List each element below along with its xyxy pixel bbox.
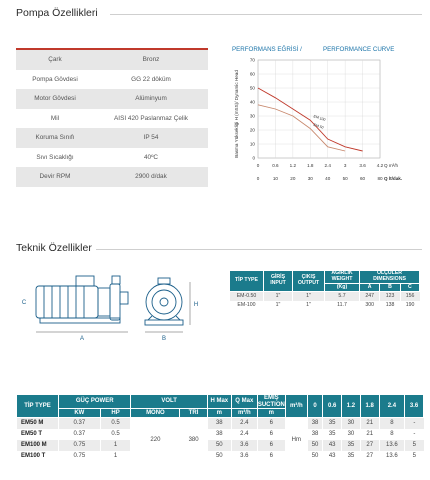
material-row: Pompa Gövdesi GG 22 döküm xyxy=(16,70,208,90)
col-flow-0: 0 xyxy=(307,395,322,418)
y-tick-label: 40 xyxy=(249,99,255,105)
x-tick-label-bottom: 80 xyxy=(377,176,383,181)
x-tick-label-bottom: 30 xyxy=(307,176,313,181)
y-tick-label: 70 xyxy=(249,57,255,63)
material-row: Çark Bronz xyxy=(16,50,208,70)
table-row: EM-0.50 1" 1" 5.7 247 123 156 xyxy=(230,292,420,301)
table-row: EM-100 1" 1" 11.7 300 138 190 xyxy=(230,301,420,310)
dim-h-label: H xyxy=(193,302,199,308)
col-flow-2: 1.2 xyxy=(342,395,361,418)
tech-features-title: Teknik Özellikler xyxy=(16,242,92,254)
x-axis-label-top: Q m³/h xyxy=(384,163,399,168)
material-row: Sıvı Sıcaklığı 40ºC xyxy=(16,148,208,168)
pump-drawing xyxy=(14,268,204,348)
y-tick-label: 60 xyxy=(249,71,255,77)
col-input: GİRİŞ INPUT xyxy=(264,271,293,292)
y-tick-label: 20 xyxy=(249,127,255,133)
col-type: TİP TYPE xyxy=(230,271,264,292)
perf-title-tr: PERFORMANS EĞRİSİ / xyxy=(232,46,302,53)
dimensions-table xyxy=(229,270,420,310)
y-tick-label: 0 xyxy=(252,155,255,161)
materials-table xyxy=(16,48,208,187)
dim-b-label: B xyxy=(161,336,167,342)
col-hp: HP xyxy=(100,409,131,418)
table-row: EM50 M 0.37 0.5 220 380 38 2.4 6 Hm 38 35 30 21 8 - xyxy=(17,418,424,429)
title-divider xyxy=(96,249,422,250)
material-row: Motor Gövdesi Alüminyum xyxy=(16,89,208,109)
material-row: Devir RPM 2900 d/dak xyxy=(16,167,208,187)
col-flow-3: 1.8 xyxy=(360,395,379,418)
col-weight-unit: (Kg) xyxy=(325,284,360,292)
x-tick-label: 3.6 xyxy=(359,163,366,168)
col-tri: TRİ xyxy=(180,409,207,418)
pump-features-title: Pompa Özellikleri xyxy=(16,7,98,19)
x-tick-label-bottom: 50 xyxy=(342,176,348,181)
dim-a-label: A xyxy=(79,336,85,342)
col-kw: KW xyxy=(59,409,101,418)
spec-table xyxy=(16,394,424,462)
x-tick-label-bottom: 60 xyxy=(360,176,366,181)
x-tick-label-bottom: 10 xyxy=(272,176,278,181)
table-row: EM50 T 0.37 0.5 38 2.4 6 38 35 30 21 8 - xyxy=(17,429,424,440)
x-tick-label-bottom: 0 xyxy=(256,176,260,181)
col-flow-1: 0.6 xyxy=(323,395,342,418)
series-label: EM 50 xyxy=(312,122,325,130)
material-row: Mil AISI 420 Paslanmaz Çelik xyxy=(16,109,208,129)
hm-label: Hm xyxy=(285,418,307,462)
material-row: Koruma Sınıfı IP 54 xyxy=(16,128,208,148)
table-row: EM100 M 0.75 1 50 3.6 6 50 43 35 27 13.6 5 xyxy=(17,440,424,451)
y-tick-label: 30 xyxy=(249,113,255,119)
series-label: EM 100 xyxy=(312,114,326,122)
x-tick-label-bottom: 20 xyxy=(290,176,296,181)
col-s-unit: m xyxy=(257,409,285,418)
col-flow-unit: m³/h xyxy=(285,395,307,418)
col-c: C xyxy=(400,284,419,292)
col-qmax: Q Max xyxy=(231,395,257,409)
col-flow-5: 3.6 xyxy=(405,395,424,418)
col-power: GÜÇ POWER xyxy=(59,395,131,409)
title-divider xyxy=(110,14,422,15)
col-suction: EMİŞ SUCTION xyxy=(257,395,285,408)
col-a: A xyxy=(360,284,380,292)
x-tick-label: 0.6 xyxy=(272,163,279,168)
col-volt: VOLT xyxy=(131,395,207,409)
col-q-unit: m³/h xyxy=(231,409,257,418)
y-tick-label: 50 xyxy=(249,85,255,91)
col-h-unit: m xyxy=(207,409,231,418)
x-tick-label-bottom: 40 xyxy=(325,176,331,181)
mono-volt: 220 xyxy=(131,418,180,462)
x-tick-label: 2.4 xyxy=(324,163,331,168)
col-dimensions: ÖLÇÜLER DIMENSIONS xyxy=(360,271,420,284)
col-output: ÇIKIŞ OUTPUT xyxy=(293,271,325,292)
col-flow-4: 2.4 xyxy=(379,395,405,418)
table-row: EM100 T 0.75 1 50 3.6 6 50 43 35 27 13.6 5 xyxy=(17,451,424,462)
x-tick-label: 3 xyxy=(343,163,347,168)
tri-volt: 380 xyxy=(180,418,207,462)
dim-c-label: C xyxy=(21,300,27,306)
col-mono: MONO xyxy=(131,409,180,418)
x-tick-label: 1.2 xyxy=(289,163,297,168)
x-tick-label: 0 xyxy=(256,163,260,168)
perf-title-en: PERFORMANCE CURVE xyxy=(323,46,395,53)
x-tick-label: 4.2 xyxy=(376,163,384,168)
col-hmax: H Max xyxy=(207,395,231,409)
col-weight: AĞIRLIK WEIGHT xyxy=(325,271,360,284)
y-axis-label: Basma Yüksekliği H (mSS)/ Dynamic Head xyxy=(234,70,239,158)
x-tick-label: 1.8 xyxy=(307,163,314,168)
y-tick-label: 10 xyxy=(249,141,255,147)
col-b: B xyxy=(380,284,400,292)
x-axis-label-bottom: Q lt/dak. xyxy=(384,176,403,181)
performance-chart xyxy=(232,54,426,200)
col-type: TİP TYPE xyxy=(17,395,59,418)
